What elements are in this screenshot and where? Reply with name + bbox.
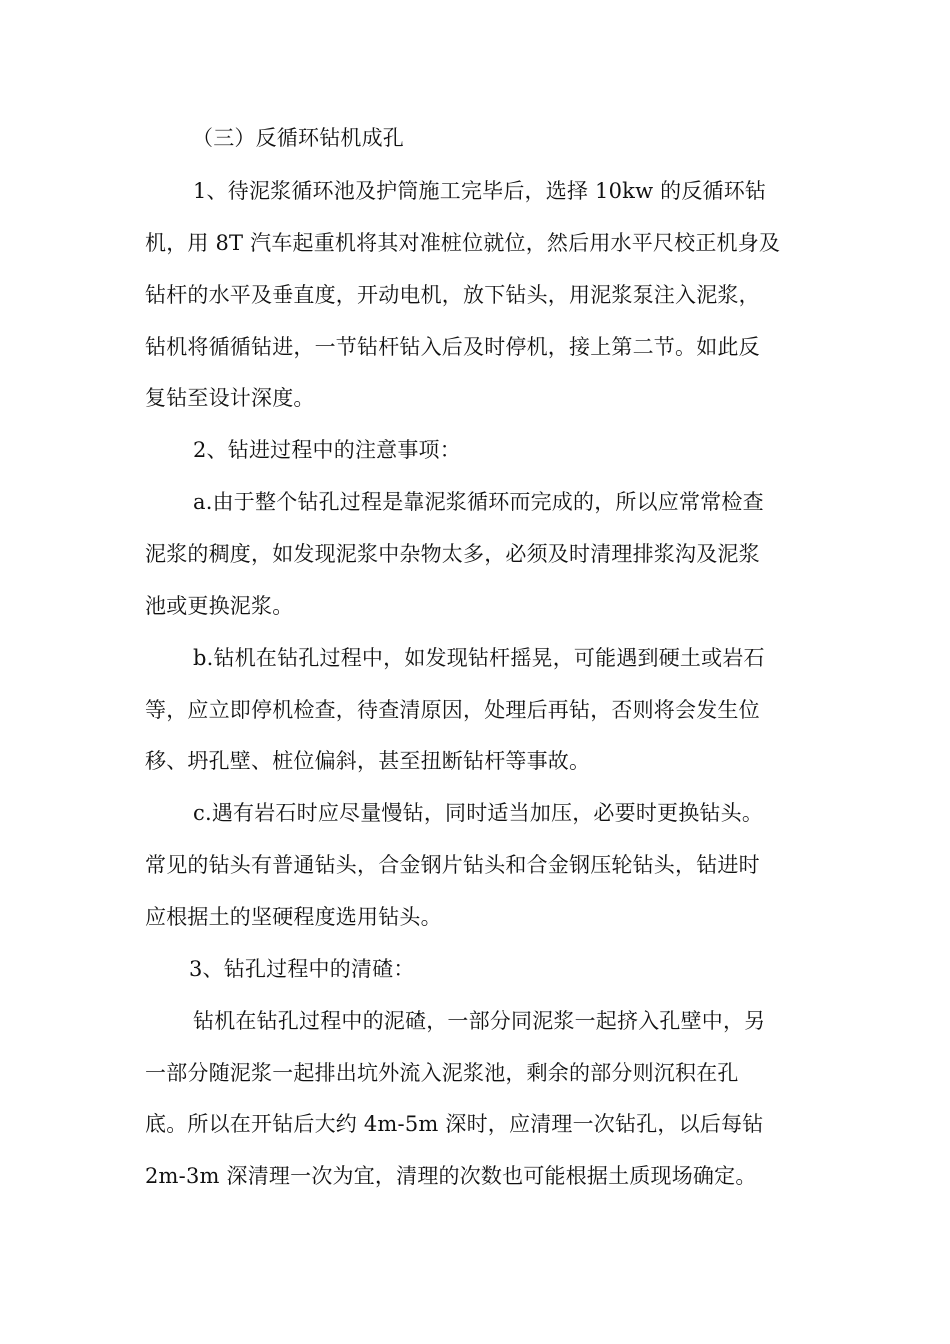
subsection-heading: 3、钻孔过程中的清碴： [189, 957, 415, 981]
paragraph-line: 2m-3m 深清理一次为宜，清理的次数也可能根据土质现场确定。 [145, 1164, 757, 1188]
paragraph-line: 机，用 8T 汽车起重机将其对准桩位就位，然后用水平尺校正机身及 [145, 231, 781, 255]
paragraph-line: 钻机在钻孔过程中的泥碴，一部分同泥浆一起挤入孔壁中，另 [193, 1009, 766, 1033]
paragraph-line: 泥浆的稠度，如发现泥浆中杂物太多，必须及时清理排浆沟及泥浆 [145, 542, 760, 566]
paragraph-line: 底。所以在开钻后大约 4m-5m 深时，应清理一次钻孔，以后每钻 [145, 1112, 764, 1136]
paragraph-line: 等，应立即停机检查，待查清原因，处理后再钻，否则将会发生位 [145, 698, 760, 722]
paragraph-line: 移、坍孔壁、桩位偏斜，甚至扭断钻杆等事故。 [145, 749, 591, 773]
paragraph-line: c.遇有岩石时应尽量慢钻，同时适当加压，必要时更换钻头。 [193, 801, 764, 825]
section-heading: （三）反循环钻机成孔 [192, 126, 404, 150]
paragraph-line: 钻机将循循钻进，一节钻杆钻入后及时停机，接上第二节。如此反 [145, 335, 760, 359]
paragraph-line: 钻杆的水平及垂直度，开动电机，放下钻头，用泥浆泵注入泥浆， [145, 283, 760, 307]
paragraph-line: 1、待泥浆循环池及护筒施工完毕后，选择 10kw 的反循环钻 [193, 179, 767, 203]
paragraph-line: 池或更换泥浆。 [145, 594, 294, 618]
paragraph-line: 常见的钻头有普通钻头，合金钢片钻头和合金钢压轮钻头，钻进时 [145, 853, 760, 877]
paragraph-line: b.钻机在钻孔过程中，如发现钻杆摇晃，可能遇到硬土或岩石 [193, 646, 765, 670]
subsection-heading: 2、钻进过程中的注意事项： [193, 438, 461, 462]
paragraph-line: 复钻至设计深度。 [145, 386, 315, 410]
paragraph-line: 一部分随泥浆一起排出坑外流入泥浆池，剩余的部分则沉积在孔 [145, 1061, 739, 1085]
paragraph-line: a.由于整个钻孔过程是靠泥浆循环而完成的，所以应常常检查 [193, 490, 764, 514]
paragraph-line: 应根据土的坚硬程度选用钻头。 [145, 905, 442, 929]
